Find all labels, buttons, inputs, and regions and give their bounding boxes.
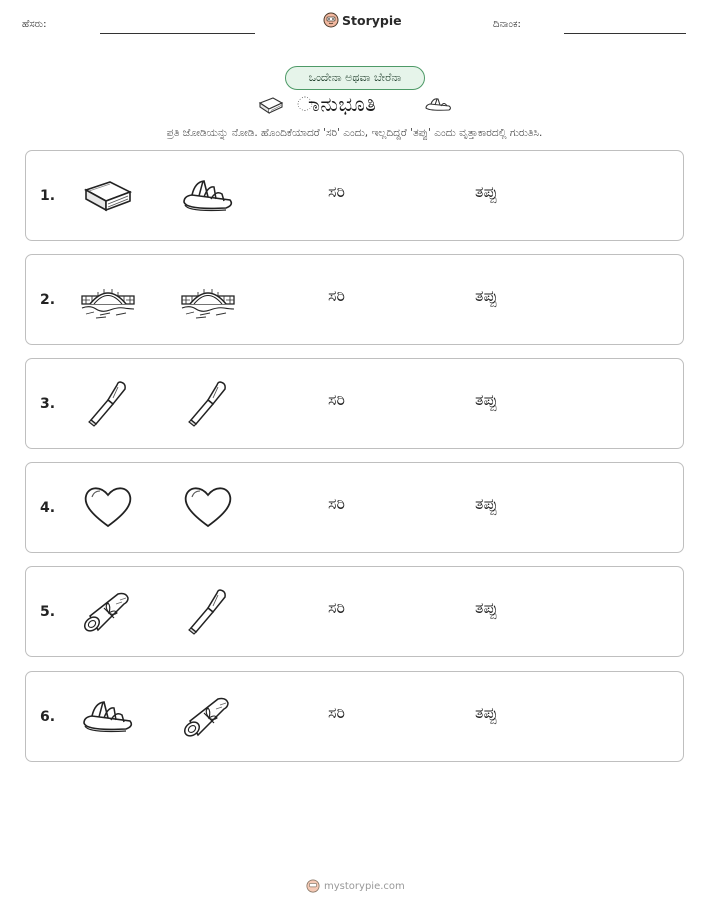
option-wrong[interactable]: ತಪ್ಪು bbox=[475, 182, 498, 201]
chisel-icon bbox=[180, 586, 236, 636]
sandal-icon bbox=[423, 95, 453, 115]
bridge-icon bbox=[180, 274, 236, 324]
option-correct[interactable]: ಸರಿ bbox=[328, 390, 345, 409]
worksheet-type-badge bbox=[285, 66, 425, 90]
brand-logo bbox=[323, 12, 402, 28]
date-label: ದಿನಾಂಕ: bbox=[493, 19, 521, 30]
question-number: 3. bbox=[40, 396, 56, 412]
question-row-1 bbox=[25, 150, 684, 241]
brand-name: Storypie bbox=[342, 12, 402, 28]
sandal-icon bbox=[80, 691, 136, 741]
question-row-3 bbox=[25, 358, 684, 449]
option-wrong[interactable]: ತಪ್ಪು bbox=[475, 286, 498, 305]
option-correct[interactable]: ಸರಿ bbox=[328, 286, 345, 305]
instructions: ಪ್ರತಿ ಜೋಡಿಯನ್ನು ನೋಡಿ. ಹೊಂದಿಕೆಯಾದರೆ 'ಸರಿ' ಎಂದು, ಇಲ್ಲದಿದ್ದರೆ 'ತಪ್ಪು' ಎಂದು ವೃತ್ತಾಕಾರದಲ್ಲಿ ಗುರುತಿಸಿ. bbox=[166, 127, 543, 139]
storypie-mascot-icon bbox=[323, 12, 339, 28]
option-wrong[interactable]: ತಪ್ಪು bbox=[475, 390, 498, 409]
option-wrong[interactable]: ತಪ್ಪು bbox=[475, 703, 498, 722]
question-row-6 bbox=[25, 671, 684, 762]
question-number: 1. bbox=[40, 188, 56, 204]
question-number: 5. bbox=[40, 604, 56, 620]
date-field[interactable] bbox=[564, 33, 686, 34]
page-title: ಾನುಭೂತಿ bbox=[297, 92, 377, 116]
option-correct[interactable]: ಸರಿ bbox=[328, 182, 345, 201]
question-number: 4. bbox=[40, 500, 56, 516]
badge-label: ಒಂದೇನಾ ಅಥವಾ ಬೇರೆನಾ bbox=[308, 71, 402, 84]
footer-url: mystorypie.com bbox=[324, 880, 405, 892]
heart-icon bbox=[180, 482, 236, 532]
option-correct[interactable]: ಸರಿ bbox=[328, 494, 345, 513]
scroll-icon bbox=[180, 691, 236, 741]
name-label: ಹೆಸರು: bbox=[22, 19, 47, 30]
question-number: 6. bbox=[40, 709, 56, 725]
footer bbox=[306, 879, 405, 893]
question-row-2 bbox=[25, 254, 684, 345]
storypie-mascot-icon bbox=[306, 879, 320, 893]
option-correct[interactable]: ಸರಿ bbox=[328, 598, 345, 617]
option-wrong[interactable]: ತಪ್ಪು bbox=[475, 494, 498, 513]
question-row-4 bbox=[25, 462, 684, 553]
book-icon bbox=[257, 94, 285, 116]
heart-icon bbox=[80, 482, 136, 532]
option-correct[interactable]: ಸರಿ bbox=[328, 703, 345, 722]
scroll-icon bbox=[80, 586, 136, 636]
title-row bbox=[0, 92, 709, 118]
option-wrong[interactable]: ತಪ್ಪು bbox=[475, 598, 498, 617]
chisel-icon bbox=[80, 378, 136, 428]
book-icon bbox=[80, 170, 136, 220]
chisel-icon bbox=[180, 378, 236, 428]
name-field[interactable] bbox=[100, 33, 255, 34]
sandal-icon bbox=[180, 170, 236, 220]
question-row-5 bbox=[25, 566, 684, 657]
bridge-icon bbox=[80, 274, 136, 324]
question-number: 2. bbox=[40, 292, 56, 308]
